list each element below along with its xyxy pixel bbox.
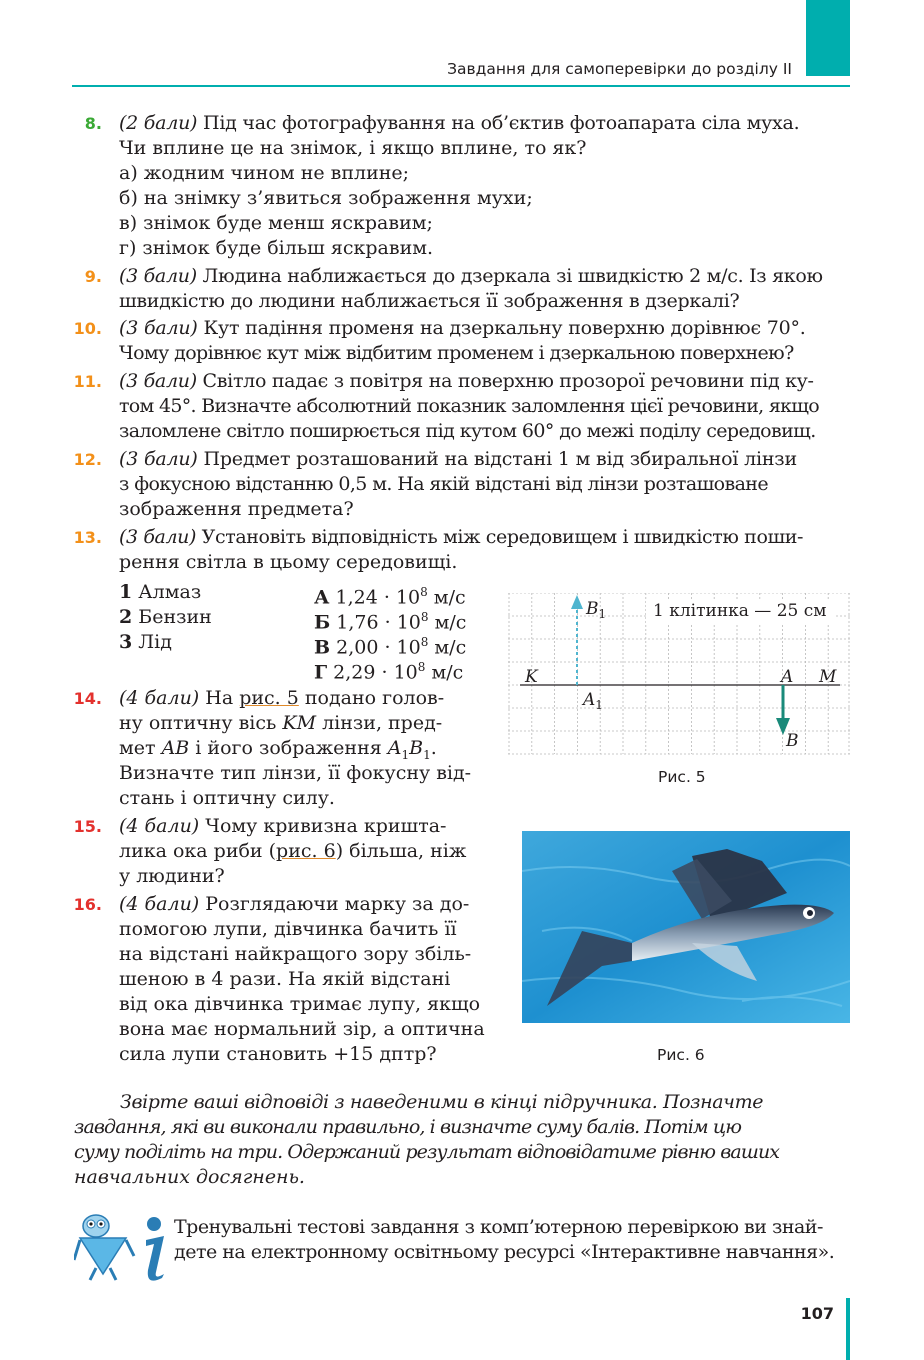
speed-a: А $1,24 \cdot 10^8$ м/с (314, 585, 466, 609)
task-14-line-1: (4 бали) На рис. 5 подано голов- (119, 687, 445, 709)
task-10-line-2: Чому дорівнює кут між відбитим променем і дзеркальною поверхнею? (119, 342, 794, 364)
task-16-line-2: помогою лупи, дівчинка бачить її (119, 918, 457, 940)
task-16-number: 16. (73, 895, 102, 914)
page-number-bar (846, 1298, 850, 1360)
task-14-number: 14. (73, 689, 102, 708)
speed-d: Г $2,29 \cdot 10^8$ м/с (314, 660, 464, 684)
task-12-line-3: зображення предмета? (119, 498, 354, 520)
task-8-line-2: Чи вплине це на знімок, і якщо вплине, то як? (119, 137, 587, 159)
task-9-number: 9. (84, 267, 102, 286)
header-rule (72, 85, 850, 87)
task-8-option-b: б) на знімку з’явиться зображення мухи; (119, 187, 533, 209)
figure-6-caption: Рис. 6 (657, 1046, 705, 1064)
task-13-line-2: рення світла в цьому середовищі. (119, 551, 458, 573)
task-8-option-c: в) знімок буде менш яскравим; (119, 212, 433, 234)
medium-3: 3 Лід (119, 631, 172, 653)
label-a: A (781, 667, 794, 687)
info-mascot-icon (74, 1212, 170, 1282)
task-8-points: (2 бали) (119, 112, 198, 134)
scale-label: 1 клітинка — 25 см (653, 601, 827, 621)
label-a1: $A_1$ (583, 690, 603, 712)
closing-line-2: завдання, які ви виконали правильно, і визначте суму балів. Потім цю (74, 1116, 742, 1138)
closing-line-3: суму поділіть на три. Одержаний результат відповідатиме рівню ваших (74, 1141, 780, 1163)
task-14-line-5: стань і оптичну силу. (119, 787, 335, 809)
label-m: M (819, 667, 837, 687)
task-15-number: 15. (73, 817, 102, 836)
speed-c: В $2,00 \cdot 10^8$ м/с (314, 635, 467, 659)
task-8-option-a: а) жодним чином не вплине; (119, 162, 410, 184)
task-14-line-4: Визначте тип лінзи, її фокусну від- (119, 762, 472, 784)
figure-5-caption: Рис. 5 (658, 768, 706, 786)
task-16-line-6: вона має нормальний зір, а оптична (119, 1018, 485, 1040)
closing-line-1: Звірте ваші відповіді з наведеними в кінці підручника. Позначте (120, 1091, 764, 1113)
chapter-tab (806, 0, 850, 76)
task-16-line-4: шеною в 4 рази. На якій відстані (119, 968, 451, 990)
info-line-1: Тренувальні тестові завдання з комп’ютерною перевіркою ви знай- (174, 1216, 823, 1238)
task-8-line-1: (2 бали) Під час фотографування на об’єктив фотоапарата сіла муха. (119, 112, 800, 134)
task-16-line-5: від ока дівчинка тримає лупу, якщо (119, 993, 481, 1015)
medium-2: 2 Бензин (119, 606, 212, 628)
closing-line-4: навчальних досягнень. (74, 1166, 305, 1188)
task-16-line-1: (4 бали) Розглядаючи марку за до- (119, 893, 470, 915)
info-line-2: дете на електронному освітньому ресурсі «Інтерактивне навчання». (174, 1241, 835, 1263)
task-16-line-3: на відстані найкращого зору збіль- (119, 943, 472, 965)
page-number: 107 (800, 1304, 834, 1323)
medium-1: 1 Алмаз (119, 581, 202, 603)
task-8-number: 8. (84, 114, 102, 133)
speed-b: Б $1,76 \cdot 10^8$ м/с (314, 610, 467, 634)
task-11-line-1: (3 бали) Світло падає з повітря на поверхню прозорої речовини під ку- (119, 370, 814, 392)
task-14-line-2: ну оптичну вісь KM лінзи, пред- (119, 712, 443, 734)
task-11-number: 11. (73, 372, 102, 391)
label-b1: $B_1$ (586, 599, 607, 621)
task-14-line-3: мет AB і його зображення $A_1B_1$. (119, 737, 437, 762)
task-13-number: 13. (73, 528, 102, 547)
task-10-number: 10. (73, 319, 102, 338)
task-11-line-3: заломлене світло поширюється під кутом 60° до межі поділу середовищ. (119, 420, 816, 442)
task-16-line-7: сила лупи становить +15 дптр? (119, 1043, 437, 1065)
task-12-line-1: (3 бали) Предмет розташований на відстані 1 м від збиральної лінзи (119, 448, 797, 470)
task-15-line-2: лика ока риби (рис. 6) більша, ніж (119, 840, 467, 862)
task-12-line-2: з фокусною відстанню 0,5 м. На якій відстані від лінзи розташоване (119, 473, 769, 495)
task-9-line-1: (3 бали) Людина наближається до дзеркала зі швидкістю 2 м/с. Із якою (119, 265, 823, 287)
running-header: Завдання для самоперевірки до розділу ІІ (447, 60, 792, 78)
task-13-line-1: (3 бали) Установіть відповідність між середовищем і швидкістю поши- (119, 526, 804, 548)
task-15-line-3: у людини? (119, 865, 225, 887)
figure-6-reference[interactable]: рис. 6 (276, 840, 336, 862)
task-12-number: 12. (73, 450, 102, 469)
flying-fish-photo (522, 831, 850, 1023)
label-k: K (525, 667, 538, 687)
task-15-line-1: (4 бали) Чому кривизна кришта- (119, 815, 447, 837)
figure-5-reference[interactable]: рис. 5 (239, 687, 299, 709)
task-10-line-1: (3 бали) Кут падіння променя на дзеркальну поверхню дорівнює 70°. (119, 317, 806, 339)
label-b: B (786, 731, 799, 751)
task-9-line-2: швидкістю до людини наближається її зображення в дзеркалі? (119, 290, 740, 312)
task-8-option-d: г) знімок буде більш яскравим. (119, 237, 434, 259)
task-11-line-2: том 45°. Визначте абсолютний показник заломлення цієї речовини, якщо (119, 395, 820, 417)
image-arrowhead (571, 595, 583, 609)
figure-5-diagram (508, 593, 850, 755)
